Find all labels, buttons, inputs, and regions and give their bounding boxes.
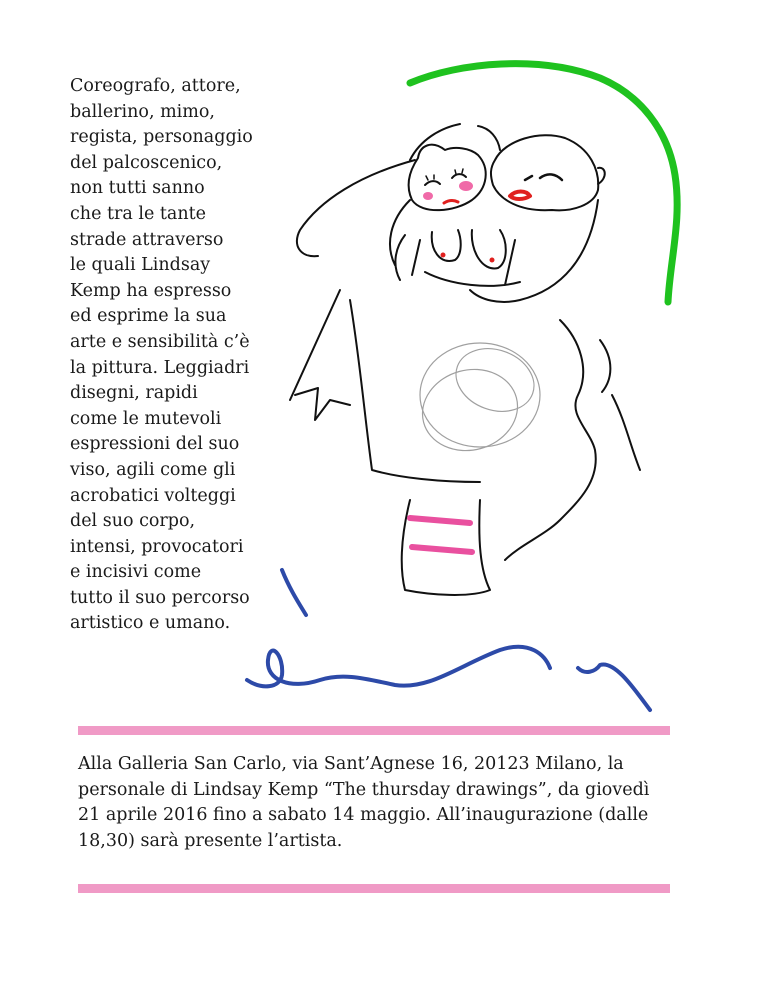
info-line: Alla Galleria San Carlo, via Sant’Agnese 16, 20123 Milano, la: [78, 754, 624, 774]
intro-line: regista, personaggio: [70, 127, 253, 148]
breast-right: [472, 230, 506, 268]
intro-line: non tutti sanno: [70, 178, 205, 199]
male-eye: [525, 174, 562, 180]
intro-line: le quali Lindsay: [70, 255, 211, 276]
intro-line: viso, agili come gli: [70, 459, 236, 480]
female-blush-left: [423, 192, 433, 200]
nipple-right: [490, 258, 495, 263]
intro-line: la pittura. Leggiadri: [70, 357, 250, 378]
intro-line: strade attraverso: [70, 229, 224, 250]
intro-line: del palcoscenico,: [70, 152, 223, 173]
female-blush-right: [459, 181, 473, 191]
male-head-outline: [491, 135, 598, 210]
right-wave-2: [600, 340, 640, 470]
hair-line: [410, 124, 500, 160]
female-eye-left: [425, 181, 440, 185]
bottom-divider: [78, 884, 670, 893]
blue-stroke-top: [282, 570, 306, 615]
pink-stripe-upper: [410, 518, 470, 523]
grey-scribble: [420, 343, 540, 447]
female-lips: [444, 201, 458, 203]
blue-stroke-right: [578, 664, 650, 710]
intro-line: artistico e umano.: [70, 613, 231, 634]
top-divider: [78, 726, 670, 735]
arm-stroke: [290, 290, 350, 420]
female-eye-right: [452, 174, 466, 178]
grey-scribble: [447, 338, 543, 422]
intro-line: acrobatici volteggi: [70, 485, 236, 506]
exhibition-info: [78, 752, 678, 854]
info-line: 21 aprile 2016 fino a sabato 14 maggio. All’inaugurazione (dalle: [78, 805, 649, 825]
info-line: 18,30) sarà presente l’artista.: [78, 830, 343, 851]
intro-line: disegni, rapidi: [70, 383, 198, 404]
male-lips: [510, 192, 530, 200]
pink-stripe-lower: [412, 547, 472, 552]
breast-left: [432, 230, 461, 261]
hand-lines: [395, 235, 520, 286]
intro-line: come le mutevoli: [70, 408, 222, 429]
intro-line: e incisivi come: [70, 562, 202, 583]
intro-line: del suo corpo,: [70, 511, 196, 532]
intro-line: Coreografo, attore,: [70, 76, 241, 96]
intro-line: ballerino, mimo,: [70, 101, 215, 122]
intro-line: espressioni del suo: [70, 434, 240, 455]
figure-drawing: [230, 60, 710, 730]
intro-line: arte e sensibilità c’è: [70, 331, 250, 352]
green-stroke: [410, 64, 677, 302]
intro-line: Kemp ha espresso: [70, 280, 232, 301]
intro-line: ed esprime la sua: [70, 306, 227, 327]
nipple-left: [441, 253, 446, 258]
blue-stroke-signature: [247, 647, 550, 687]
torso-side: [350, 300, 480, 482]
info-line: personale di Lindsay Kemp “The thursday drawings”, da giovedì: [78, 779, 650, 800]
right-wave-1: [505, 320, 596, 560]
intro-line: intensi, provocatori: [70, 536, 244, 557]
intro-line: tutto il suo percorso: [70, 587, 250, 608]
intro-line: che tra le tante: [70, 203, 207, 224]
